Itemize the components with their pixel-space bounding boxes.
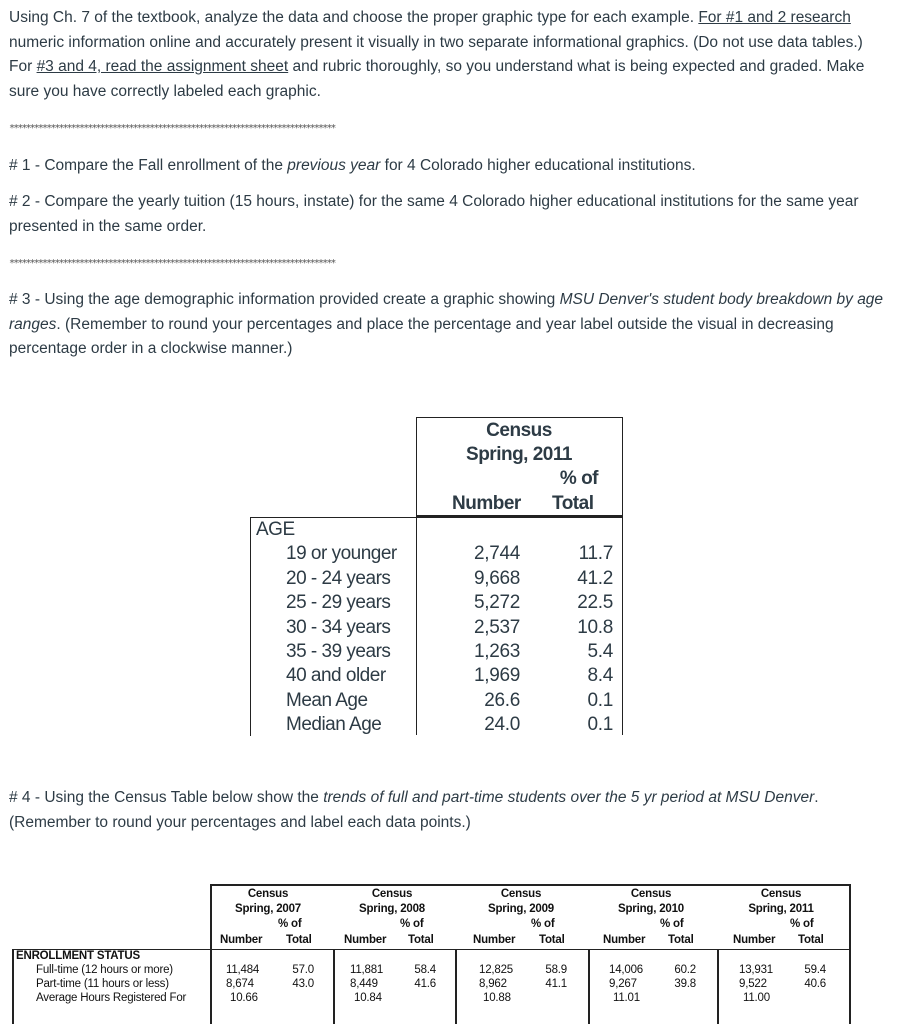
age-row-label: Median Age bbox=[286, 714, 382, 735]
age-row-label: 19 or younger bbox=[286, 543, 397, 564]
enroll-fulltime-number: 12,825 bbox=[479, 964, 513, 976]
enroll-total-header: Total bbox=[408, 934, 434, 946]
intro-paragraph bbox=[9, 6, 889, 104]
enroll-fulltime-number: 14,006 bbox=[609, 964, 643, 976]
enroll-parttime-number: 8,962 bbox=[479, 978, 507, 990]
enroll-fulltime-number: 11,484 bbox=[226, 964, 260, 976]
enroll-number-header: Number bbox=[344, 934, 387, 946]
enroll-parttime-pct: 41.6 bbox=[414, 978, 436, 990]
enroll-top-border bbox=[210, 884, 850, 886]
enroll-col-divider bbox=[455, 949, 457, 1024]
enroll-avghours-value: 10.88 bbox=[483, 992, 511, 1004]
age-row-number: 5,272 bbox=[473, 592, 520, 613]
enroll-pct-of-header: % of bbox=[400, 918, 424, 930]
enroll-left-border bbox=[210, 884, 212, 1024]
age-pct-of-header: % of bbox=[559, 468, 598, 489]
item-1-emphasis: previous year bbox=[287, 157, 381, 174]
enroll-label-left-border bbox=[12, 949, 14, 1024]
item-1-prefix: # 1 - Compare the Fall enrollment of the bbox=[9, 157, 288, 174]
age-row-pct: 8.4 bbox=[587, 665, 613, 686]
age-row-pct: 10.8 bbox=[577, 617, 613, 638]
enroll-number-header: Number bbox=[603, 934, 646, 946]
enroll-parttime-number: 8,674 bbox=[226, 978, 254, 990]
age-row-label: 20 - 24 years bbox=[286, 568, 391, 589]
enroll-year-label: Spring, 2009 bbox=[488, 903, 554, 915]
enroll-parttime-pct: 43.0 bbox=[292, 978, 314, 990]
item-3-emphasis: MSU Denver's student body breakdown by age ranges bbox=[9, 291, 884, 333]
enroll-pct-of-header: % of bbox=[790, 918, 814, 930]
age-row-number: 1,263 bbox=[473, 641, 520, 662]
enroll-census-label: Census bbox=[500, 888, 542, 900]
age-row-label: Mean Age bbox=[286, 690, 368, 711]
age-row-number: 26.6 bbox=[484, 690, 520, 711]
item-4 bbox=[9, 786, 889, 835]
link-assignment-sheet[interactable]: #3 and 4, read the assignment sheet bbox=[36, 58, 289, 75]
enroll-pct-of-header: % of bbox=[660, 918, 684, 930]
enroll-fulltime-pct: 59.4 bbox=[804, 964, 826, 976]
enroll-col-divider bbox=[717, 949, 719, 1024]
age-row-number: 9,668 bbox=[473, 568, 520, 589]
age-header-rule bbox=[416, 515, 622, 517]
enroll-row-label-parttime: Part-time (11 hours or less) bbox=[36, 978, 169, 990]
enroll-fulltime-pct: 57.0 bbox=[292, 964, 314, 976]
enroll-avghours-value: 11.01 bbox=[613, 992, 640, 1004]
enroll-number-header: Number bbox=[733, 934, 776, 946]
age-census-year: Spring, 2011 bbox=[466, 444, 572, 465]
item-2: # 2 - Compare the yearly tuition (15 hours, instate) for the same 4 Colorado higher educational institutions for the same year presented in the same order. bbox=[9, 193, 859, 235]
age-row-pct: 22.5 bbox=[577, 592, 613, 613]
age-row-pct: 5.4 bbox=[587, 641, 613, 662]
enroll-col-divider bbox=[333, 949, 335, 1024]
item-1 bbox=[9, 154, 889, 179]
enroll-census-label: Census bbox=[371, 888, 413, 900]
age-row-pct: 11.7 bbox=[578, 543, 613, 564]
enroll-header-rule bbox=[210, 949, 850, 950]
enroll-parttime-pct: 41.1 bbox=[545, 978, 567, 990]
age-row-pct: 0.1 bbox=[587, 690, 613, 711]
age-row-pct: 41.2 bbox=[577, 568, 613, 589]
enroll-census-label: Census bbox=[760, 888, 802, 900]
enroll-year-label: Spring, 2010 bbox=[618, 903, 684, 915]
enroll-col-divider bbox=[588, 949, 590, 1024]
age-row-number: 2,744 bbox=[473, 543, 520, 564]
enroll-number-header: Number bbox=[220, 934, 263, 946]
enroll-total-header: Total bbox=[286, 934, 312, 946]
enroll-avghours-value: 11.00 bbox=[743, 992, 770, 1004]
enroll-census-label: Census bbox=[630, 888, 672, 900]
enroll-year-label: Spring, 2008 bbox=[359, 903, 425, 915]
age-table-top-border bbox=[416, 417, 622, 418]
age-row-label: 25 - 29 years bbox=[286, 592, 391, 613]
enroll-total-header: Total bbox=[668, 934, 694, 946]
age-row-label: 35 - 39 years bbox=[286, 641, 391, 662]
enroll-row-label-fulltime: Full-time (12 hours or more) bbox=[36, 964, 173, 976]
enroll-parttime-pct: 39.8 bbox=[674, 978, 696, 990]
enroll-fulltime-pct: 58.4 bbox=[414, 964, 436, 976]
separator-2: ******************************************************************************* bbox=[9, 258, 335, 269]
enroll-pct-of-header: % of bbox=[278, 918, 302, 930]
age-row-number: 1,969 bbox=[473, 665, 520, 686]
intro-text-2: numeric information online and accurately present it visually in two separate informational graphics. (Do not use data tables.) For bbox=[9, 33, 863, 75]
enroll-year-label: Spring, 2007 bbox=[235, 903, 301, 915]
enroll-avghours-value: 10.84 bbox=[354, 992, 382, 1004]
age-census-title: Census bbox=[486, 420, 552, 441]
enroll-total-header: Total bbox=[798, 934, 824, 946]
age-row-pct: 0.1 bbox=[587, 714, 613, 735]
item-4-emphasis: trends of full and part-time students over the 5 yr period at MSU Denver bbox=[323, 789, 815, 806]
age-row-number: 2,537 bbox=[473, 617, 520, 638]
separator-1: ******************************************************************************* bbox=[9, 123, 335, 134]
enroll-fulltime-number: 11,881 bbox=[350, 964, 384, 976]
age-row-number: 24.0 bbox=[484, 714, 520, 735]
enroll-census-label: Census bbox=[247, 888, 289, 900]
enroll-fulltime-number: 13,931 bbox=[739, 964, 773, 976]
enroll-total-header: Total bbox=[539, 934, 565, 946]
link-research-items-1-2[interactable]: For #1 and 2 research bbox=[698, 9, 851, 26]
item-3-prefix: # 3 - Using the age demographic information provided create a graphic showing bbox=[9, 291, 560, 308]
item-1-suffix: for 4 Colorado higher educational institutions. bbox=[380, 157, 696, 174]
age-row-label: 40 and older bbox=[286, 665, 386, 686]
enroll-pct-of-header: % of bbox=[531, 918, 555, 930]
enroll-section-label: ENROLLMENT STATUS bbox=[16, 950, 140, 962]
enroll-year-label: Spring, 2011 bbox=[748, 903, 814, 915]
age-number-header: Number bbox=[452, 493, 521, 514]
intro-text-1: Using Ch. 7 of the textbook, analyze the data and choose the proper graphic type for each example. bbox=[9, 9, 699, 26]
item-3-suffix: . (Remember to round your percentages and place the percentage and year label outside the visual in decreasing percentage order in a clockwise manner.) bbox=[9, 315, 834, 357]
enroll-right-border bbox=[849, 884, 851, 1024]
item-4-suffix: . (Remember to round your percentages and label each data points.) bbox=[9, 789, 819, 831]
item-3 bbox=[9, 288, 889, 362]
intro-text-3: and rubric thoroughly, so you understand what is being expected and graded. Make sure you have correctly labeled each graphic. bbox=[9, 58, 865, 100]
enroll-number-header: Number bbox=[473, 934, 516, 946]
enroll-parttime-pct: 40.6 bbox=[804, 978, 826, 990]
enroll-parttime-number: 9,267 bbox=[609, 978, 637, 990]
enroll-row-label-avghours: Average Hours Registered For bbox=[36, 992, 187, 1004]
age-section-label: AGE bbox=[256, 519, 295, 540]
item-4-prefix: # 4 - Using the Census Table below show the bbox=[9, 789, 324, 806]
age-row-label: 30 - 34 years bbox=[286, 617, 391, 638]
enroll-fulltime-pct: 58.9 bbox=[545, 964, 567, 976]
age-total-header: Total bbox=[552, 493, 594, 514]
enroll-parttime-number: 9,522 bbox=[739, 978, 767, 990]
enroll-avghours-value: 10.66 bbox=[230, 992, 258, 1004]
enroll-parttime-number: 8,449 bbox=[350, 978, 378, 990]
enroll-fulltime-pct: 60.2 bbox=[674, 964, 696, 976]
